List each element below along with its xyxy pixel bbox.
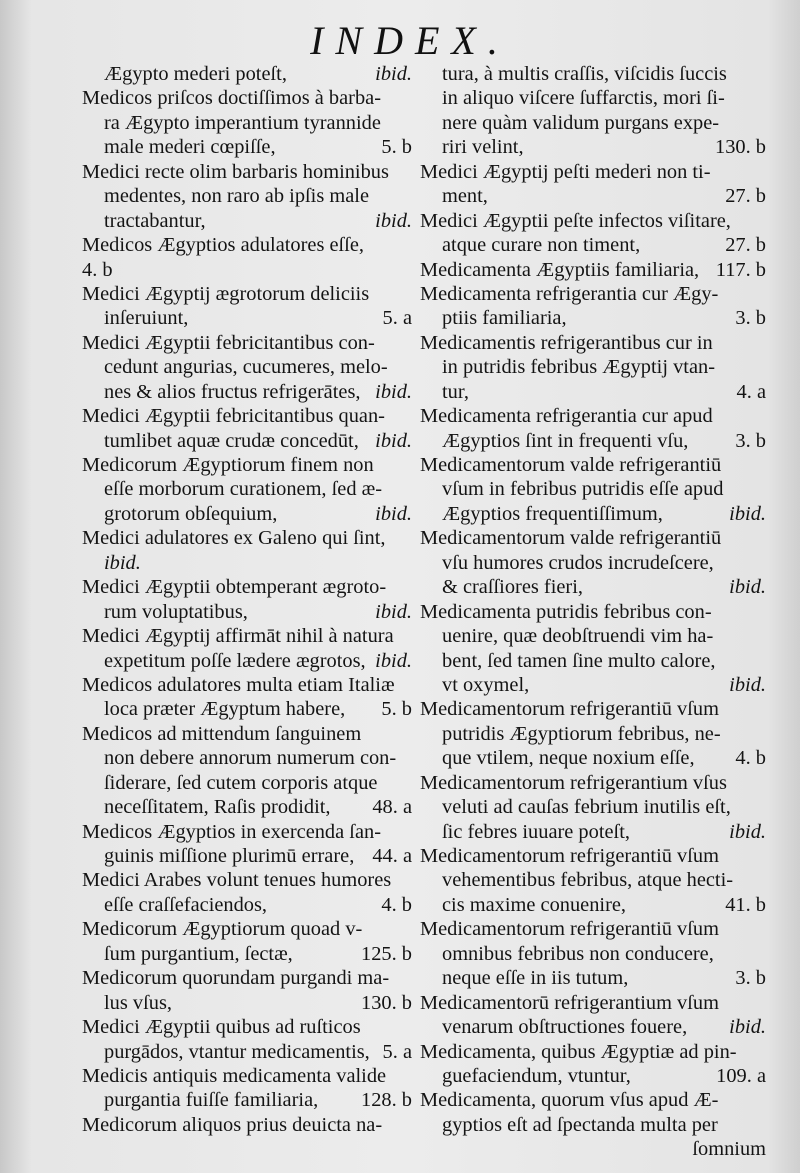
index-entry-line	[420, 306, 766, 330]
entry-page-ref: 5. a	[382, 1040, 412, 1063]
entry-text: Medici Ægyptii obtemperant ægroto-	[82, 576, 387, 599]
entry-text: Medicamenta, quorum vſus apud Æ-	[420, 1089, 719, 1112]
entry-text: Medici adulatores ex Galeno qui ſint,	[82, 527, 386, 550]
index-entry-line	[82, 600, 412, 624]
index-entry-line	[420, 795, 766, 819]
entry-page-ref: 125. b	[361, 942, 412, 965]
index-entry-line	[82, 746, 412, 770]
index-entry-line	[420, 1113, 766, 1137]
entry-text: in aliquo viſcere ſuffarctis, mori ſi-	[442, 87, 725, 110]
index-entry-line	[82, 673, 412, 697]
entry-text: Medicamentorum valde refrigerantiū	[420, 527, 722, 550]
index-entry-line	[420, 893, 766, 917]
entry-text: Medicamenta Ægyptiis familiaria,	[420, 258, 700, 281]
entry-text: neceſſitatem, Raſis prodidit,	[104, 796, 331, 819]
index-entry-line	[82, 135, 412, 159]
index-entry-line	[420, 820, 766, 844]
index-entry-line	[82, 306, 412, 330]
index-entry-line	[82, 771, 412, 795]
entry-text: Medicamentorū refrigerantium vſum	[420, 991, 719, 1014]
index-entry-line	[82, 380, 412, 404]
entry-text: Medici Ægyptii quibus ad ruſticos	[82, 1016, 361, 1039]
entry-page-ref: 4. b	[381, 893, 412, 916]
entry-text: omnibus febribus non conducere,	[442, 942, 714, 965]
entry-page-ref: ibid.	[729, 673, 766, 696]
entry-text: eſſe morborum curationem, ſed æ-	[104, 478, 383, 501]
entry-text: ment,	[442, 185, 488, 208]
entry-page-ref: 109. a	[716, 1064, 766, 1087]
entry-text: Medici recte olim barbaris hominibus	[82, 160, 389, 183]
entry-page-ref: 128. b	[361, 1089, 412, 1112]
entry-text: Medicos priſcos doctiſſimos à barba-	[82, 87, 381, 110]
entry-page-ref: ibid.	[375, 209, 412, 232]
entry-text: Medicamentorum refrigerantiū vſum	[420, 845, 719, 867]
entry-text: veluti ad cauſas febrium inutilis eſt,	[442, 796, 731, 819]
index-entry-line	[420, 160, 766, 184]
index-entry-line	[82, 697, 412, 721]
entry-page-ref: 4. a	[736, 380, 766, 403]
entry-page-ref: 48. a	[372, 796, 412, 819]
entry-text: Medicamentorum refrigerantium vſus	[420, 771, 727, 794]
entry-text: vſum in febribus putridis eſſe apud	[442, 478, 724, 501]
index-entry-line	[420, 111, 766, 135]
entry-text: rum voluptatibus,	[104, 600, 248, 623]
index-entry-line	[420, 917, 766, 941]
entry-text: loca præter Ægyptum habere,	[104, 698, 346, 721]
entry-text: atque curare non timent,	[442, 234, 641, 257]
index-entry-line	[420, 1088, 766, 1112]
index-entry-line	[82, 502, 412, 526]
entry-text: gyptios eſt ad ſpectanda multa per	[442, 1113, 718, 1136]
entry-text: Ægyptios frequentiſſimum,	[442, 502, 663, 525]
entry-text: uenire, quæ deobſtruendi vim ha-	[442, 625, 714, 648]
index-entry-line	[420, 575, 766, 599]
entry-text: tumlibet aquæ crudæ concedūt,	[104, 429, 359, 452]
index-entry-line	[82, 868, 412, 892]
index-entry-line	[420, 1137, 766, 1161]
entry-text: Medicorum quorundam purgandi ma-	[82, 967, 390, 990]
entry-text: 4. b	[82, 258, 113, 281]
entry-text: & craſſiores fieri,	[442, 576, 583, 599]
entry-text: Medicorum Ægyptiorum quoad v-	[82, 918, 363, 941]
entry-text: Ægypto mederi poteſt,	[104, 63, 287, 85]
index-entry-line	[420, 429, 766, 453]
entry-text: expetitum poſſe lædere ægrotos,	[104, 649, 366, 672]
entry-text: Medici Ægyptij peſti mederi non ti-	[420, 160, 711, 183]
entry-text: Medicos Ægyptios in exercenda ſan-	[82, 820, 381, 843]
entry-page-ref: ibid.	[375, 649, 412, 672]
index-entry-line	[420, 600, 766, 624]
index-entry-line	[82, 893, 412, 917]
entry-text: non debere annorum numerum con-	[104, 747, 397, 770]
entry-page-ref: ibid.	[729, 576, 766, 599]
entry-page-ref: ibid.	[729, 820, 766, 843]
entry-text: Medici Ægyptii febricitantibus con-	[82, 331, 375, 354]
entry-text: Ægyptios ſint in frequenti vſu,	[442, 429, 689, 452]
entry-page-ref: 130. b	[361, 991, 412, 1014]
index-entry-line	[82, 942, 412, 966]
index-entry-line	[420, 331, 766, 355]
entry-page-ref: 130. b	[715, 136, 766, 159]
index-entry-line	[82, 1064, 412, 1088]
index-entry-line	[420, 624, 766, 648]
index-entry-line	[420, 258, 766, 282]
entry-text: Medicamenta refrigerantia cur Ægy-	[420, 282, 719, 305]
entry-text: putridis Ægyptiorum febribus, ne-	[442, 722, 721, 745]
entry-page-ref: 3. b	[735, 967, 766, 990]
index-entry-line	[82, 453, 412, 477]
entry-text: inſeruiunt,	[104, 307, 189, 330]
entry-text: ſomnium	[692, 1138, 766, 1161]
entry-text: Medicamentorum refrigerantiū vſum	[420, 918, 719, 941]
entry-text: guinis miſſione plurimū errare,	[104, 845, 355, 867]
entry-text: nes & alios fructus refrigerātes,	[104, 380, 361, 403]
entry-text: grotorum obſequium,	[104, 502, 278, 525]
index-entry-line	[420, 1015, 766, 1039]
entry-text: cis maxime conuenire,	[442, 893, 627, 916]
index-entry-line	[420, 355, 766, 379]
index-entry-line	[420, 649, 766, 673]
index-entry-line	[82, 624, 412, 648]
index-entry-line	[82, 282, 412, 306]
index-entry-line	[420, 233, 766, 257]
entry-text: cedunt angurias, cucumeres, melo-	[104, 356, 388, 379]
entry-text: ſum purgantium, ſectæ,	[104, 942, 293, 965]
left-column	[82, 62, 412, 1162]
entry-text: ſic febres iuuare poteſt,	[442, 820, 630, 843]
index-entry-line	[420, 673, 766, 697]
index-entry-line	[420, 746, 766, 770]
entry-text: ſiderare, ſed cutem corporis atque	[104, 771, 378, 794]
entry-page-ref: ibid.	[375, 600, 412, 623]
entry-page-ref: 27. b	[725, 234, 766, 257]
index-entry-line	[82, 1088, 412, 1112]
entry-text: Medicamenta, quibus Ægyptiæ ad pin-	[420, 1040, 737, 1063]
index-entry-line	[82, 355, 412, 379]
entry-text: Medicorum Ægyptiorum finem non	[82, 454, 374, 476]
index-entry-line	[420, 453, 766, 477]
index-entry-line	[82, 844, 412, 868]
index-entry-line	[420, 404, 766, 428]
entry-text: lus vſus,	[104, 991, 172, 1014]
index-entry-line	[82, 1113, 412, 1137]
index-entry-line	[420, 991, 766, 1015]
entry-page-ref: 5. b	[381, 136, 412, 159]
index-entry-line	[82, 722, 412, 746]
index-entry-line	[420, 526, 766, 550]
entry-page-ref: 3. b	[735, 429, 766, 452]
entry-text: in putridis febribus Ægyptij vtan-	[442, 356, 715, 379]
entry-text: tura, à multis craſſis, viſcidis ſuccis	[442, 63, 727, 85]
entry-text: Medicorum aliquos prius deuicta na-	[82, 1113, 383, 1136]
entry-text: Medicamentis refrigerantibus cur in	[420, 331, 713, 354]
entry-page-ref: ibid.	[729, 1016, 766, 1039]
entry-text: vt oxymel,	[442, 673, 530, 696]
entry-text: vehementibus febribus, atque hecti-	[442, 869, 734, 892]
index-entry-line	[420, 771, 766, 795]
index-entry-line	[82, 258, 412, 282]
entry-page-ref: 4. b	[735, 747, 766, 770]
index-entry-line	[420, 184, 766, 208]
entry-text: venarum obſtructiones fouere,	[442, 1016, 688, 1039]
entry-page-ref: ibid.	[375, 380, 412, 403]
index-entry-line	[420, 209, 766, 233]
entry-page-ref: 27. b	[725, 185, 766, 208]
index-entry-line	[82, 404, 412, 428]
index-entry-line	[420, 844, 766, 868]
index-entry-line	[82, 917, 412, 941]
entry-text: ibid.	[104, 551, 141, 574]
entry-text: eſſe craſſefaciendos,	[104, 893, 268, 916]
entry-page-ref: ibid.	[375, 63, 412, 85]
index-entry-line	[420, 722, 766, 746]
entry-text: Medicos adulatores multa etiam Italiæ	[82, 673, 395, 696]
index-entry-line	[420, 380, 766, 404]
index-entry-line	[82, 160, 412, 184]
index-entry-line	[82, 62, 412, 86]
index-entry-line	[82, 1015, 412, 1039]
entry-page-ref: 44. a	[372, 845, 412, 867]
entry-text: Medici Ægyptij affirmāt nihil à natura	[82, 625, 394, 648]
entry-text: Medicamenta putridis febribus con-	[420, 600, 712, 623]
index-entry-line	[420, 966, 766, 990]
index-entry-line	[82, 649, 412, 673]
index-entry-line	[82, 966, 412, 990]
entry-text: ra Ægypto imperantium tyrannide	[104, 111, 381, 134]
index-entry-line	[82, 331, 412, 355]
entry-text: purgādos, vtantur medicamentis,	[104, 1040, 370, 1063]
entry-text: neque eſſe in iis tutum,	[442, 967, 629, 990]
index-entry-line	[82, 795, 412, 819]
entry-page-ref: ibid.	[375, 502, 412, 525]
index-entry-line	[420, 868, 766, 892]
entry-text: tractabantur,	[104, 209, 206, 232]
entry-text: Medicamentorum refrigerantiū vſum	[420, 698, 719, 721]
index-entry-line	[82, 575, 412, 599]
entry-page-ref: 117. b	[715, 258, 766, 281]
entry-page-ref: ibid.	[375, 429, 412, 452]
index-entry-line	[82, 820, 412, 844]
entry-text: Medici Ægyptij ægrotorum deliciis	[82, 282, 370, 305]
entry-text: nere quàm validum purgans expe-	[442, 111, 720, 134]
entry-text: medentes, non raro ab ipſis male	[104, 185, 369, 208]
index-entry-line	[420, 62, 766, 86]
entry-text: Medicos Ægyptios adulatores eſſe,	[82, 234, 365, 257]
entry-text: que vtilem, neque noxium eſſe,	[442, 747, 695, 770]
entry-text: purgantia fuiſſe familiaria,	[104, 1089, 319, 1112]
entry-text: Medici Ægyptii peſte infectos viſitare,	[420, 209, 731, 232]
index-entry-line	[82, 184, 412, 208]
index-entry-line	[420, 1040, 766, 1064]
index-entry-line	[420, 1064, 766, 1088]
entry-page-ref: 3. b	[735, 307, 766, 330]
index-entry-line	[420, 502, 766, 526]
entry-text: Medicamenta refrigerantia cur apud	[420, 405, 713, 428]
entry-text: tur,	[442, 380, 469, 403]
index-entry-line	[82, 86, 412, 110]
index-entry-line	[82, 551, 412, 575]
index-entry-line	[420, 697, 766, 721]
entry-text: Medicamentorum valde refrigerantiū	[420, 454, 722, 476]
entry-text: Medicis antiquis medicamenta valide	[82, 1064, 387, 1087]
index-entry-line	[82, 111, 412, 135]
index-entry-line	[82, 991, 412, 1015]
right-column	[420, 62, 766, 1162]
index-entry-line	[420, 86, 766, 110]
entry-text: vſu humores crudos incrudeſcere,	[442, 551, 714, 574]
entry-text: Medici Ægyptii febricitantibus quan-	[82, 405, 385, 428]
entry-page-ref: 5. b	[381, 698, 412, 721]
index-entry-line	[420, 942, 766, 966]
entry-text: guefaciendum, vtuntur,	[442, 1064, 631, 1087]
entry-text: male mederi cœpiſſe,	[104, 136, 276, 159]
page-title: INDEX.	[310, 18, 510, 63]
entry-text: bent, ſed tamen ſine multo calore,	[442, 649, 716, 672]
index-entry-line	[82, 477, 412, 501]
entry-text: Medicos ad mittendum ſanguinem	[82, 722, 362, 745]
entry-page-ref: 5. a	[382, 307, 412, 330]
index-entry-line	[420, 282, 766, 306]
index-entry-line	[420, 477, 766, 501]
index-entry-line	[82, 209, 412, 233]
entry-text: Medici Arabes volunt tenues humores	[82, 869, 392, 892]
index-entry-line	[420, 135, 766, 159]
entry-page-ref: ibid.	[729, 502, 766, 525]
entry-text: ptiis familiaria,	[442, 307, 567, 330]
index-entry-line	[82, 233, 412, 257]
entry-text: riri velint,	[442, 136, 524, 159]
index-entry-line	[82, 526, 412, 550]
index-entry-line	[82, 1040, 412, 1064]
entry-page-ref: 41. b	[725, 893, 766, 916]
index-entry-line	[82, 429, 412, 453]
index-entry-line	[420, 551, 766, 575]
